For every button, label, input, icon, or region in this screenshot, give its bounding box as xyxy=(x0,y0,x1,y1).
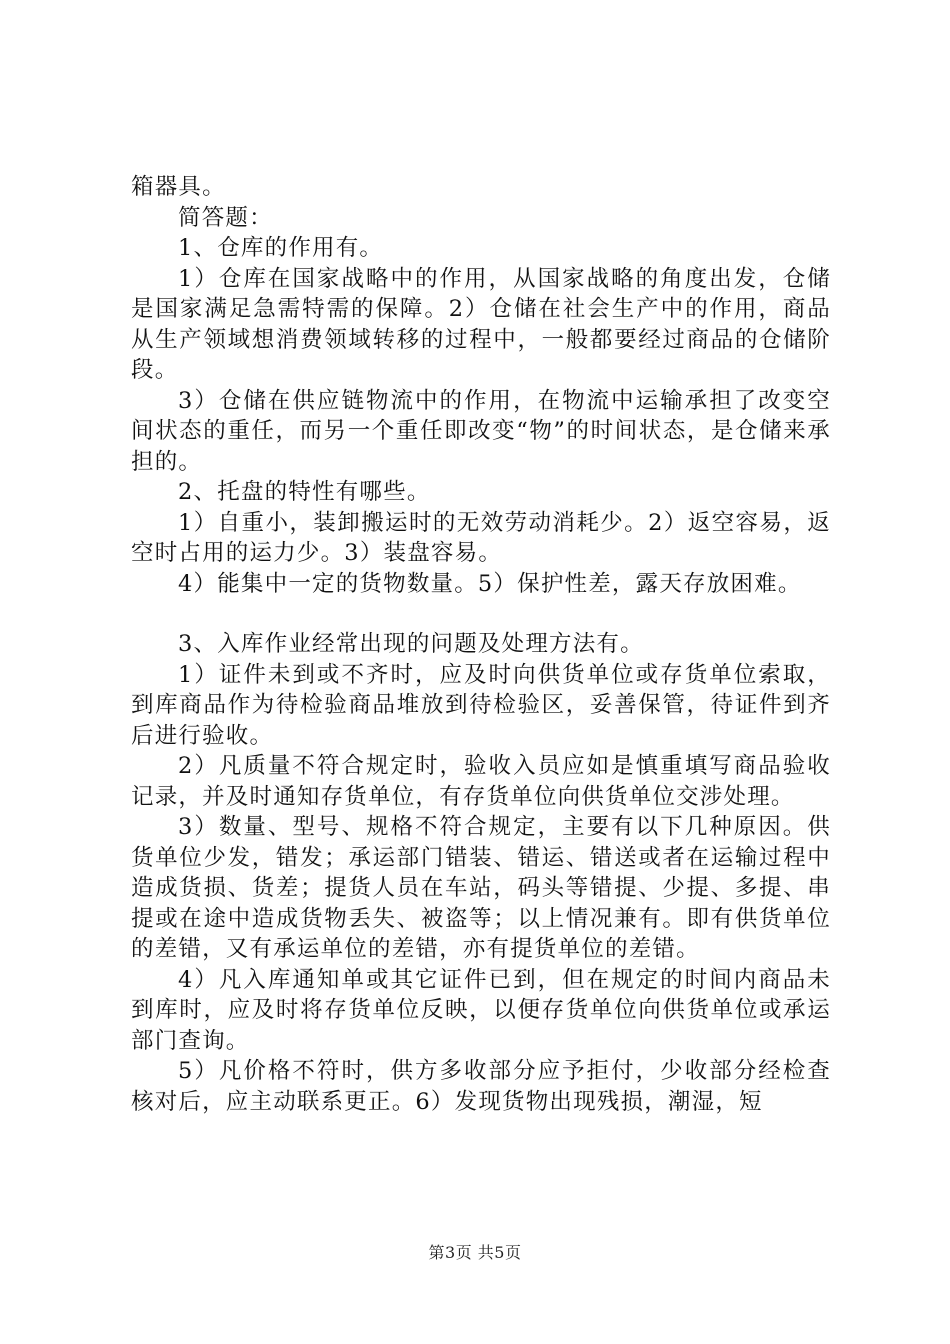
paragraph-gap xyxy=(131,599,831,629)
question-3-answer-item-4: 4）凡入库通知单或其它证件已到，但在规定的时间内商品未到库时，应及时将存货单位反映，以便存货单位向供货单位或承运部门查询。 xyxy=(131,966,831,1054)
paragraph-continuation: 箱器具。 xyxy=(131,174,226,200)
document-body xyxy=(131,172,831,1117)
section-heading-short-answer: 简答题： xyxy=(178,204,273,231)
question-1-answer-part-2: 3）仓储在供应链物流中的作用，在物流中运输承担了改变空间状态的重任，而另一个重任即改变“物”的时间状态，是仓储来承担的。 xyxy=(131,387,831,475)
question-1-heading: 1、仓库的作用有。 xyxy=(178,235,384,261)
question-1-answer-part-1: 1）仓库在国家战略中的作用，从国家战略的角度出发，仓储是国家满足急需特需的保障。2）仓储在社会生产中的作用，商品从生产领域想消费领域转移的过程中，一般都要经过商品的仓储阶段。 xyxy=(131,265,831,383)
question-2-answer-part-1: 1）自重小，装卸搬运时的无效劳动消耗少。2）返空容易，返空时占用的运力少。3）装盘容易。 xyxy=(131,509,831,566)
question-2-heading: 2、托盘的特性有哪些。 xyxy=(178,479,431,505)
question-3-answer-item-2: 2）凡质量不符合规定时，验收入员应如是慎重填写商品验收记录，并及时通知存货单位，有存货单位向供货单位交涉处理。 xyxy=(131,753,831,810)
page-number-footer: 第3页 共5页 xyxy=(428,1243,522,1262)
question-3-answer-item-5: 5）凡价格不符时，供方多收部分应予拒付，少收部分经检查核对后，应主动联系更正。6）发现货物出现残损，潮湿，短 xyxy=(131,1058,831,1115)
question-3-answer-item-1: 1）证件未到或不齐时，应及时向供货单位或存货单位索取，到库商品作为待检验商品堆放到待检验区，妥善保管，待证件到齐后进行验收。 xyxy=(131,661,831,749)
question-3-answer-item-3: 3）数量、型号、规格不符合规定，主要有以下几种原因。供货单位少发，错发；承运部门错装、错运、错送或者在运输过程中造成货损、货差；提货人员在车站，码头等错提、少提、多提、串提或在途中造成货物丢失、被盗等；以上情况兼有。即有供货单位的差错，又有承运单位的差错，亦有提货单位的差错。 xyxy=(131,814,831,962)
question-3-heading: 3、入库作业经常出现的问题及处理方法有。 xyxy=(178,631,644,657)
question-2-answer-part-2: 4）能集中一定的货物数量。5）保护性差，露天存放困难。 xyxy=(178,570,802,597)
